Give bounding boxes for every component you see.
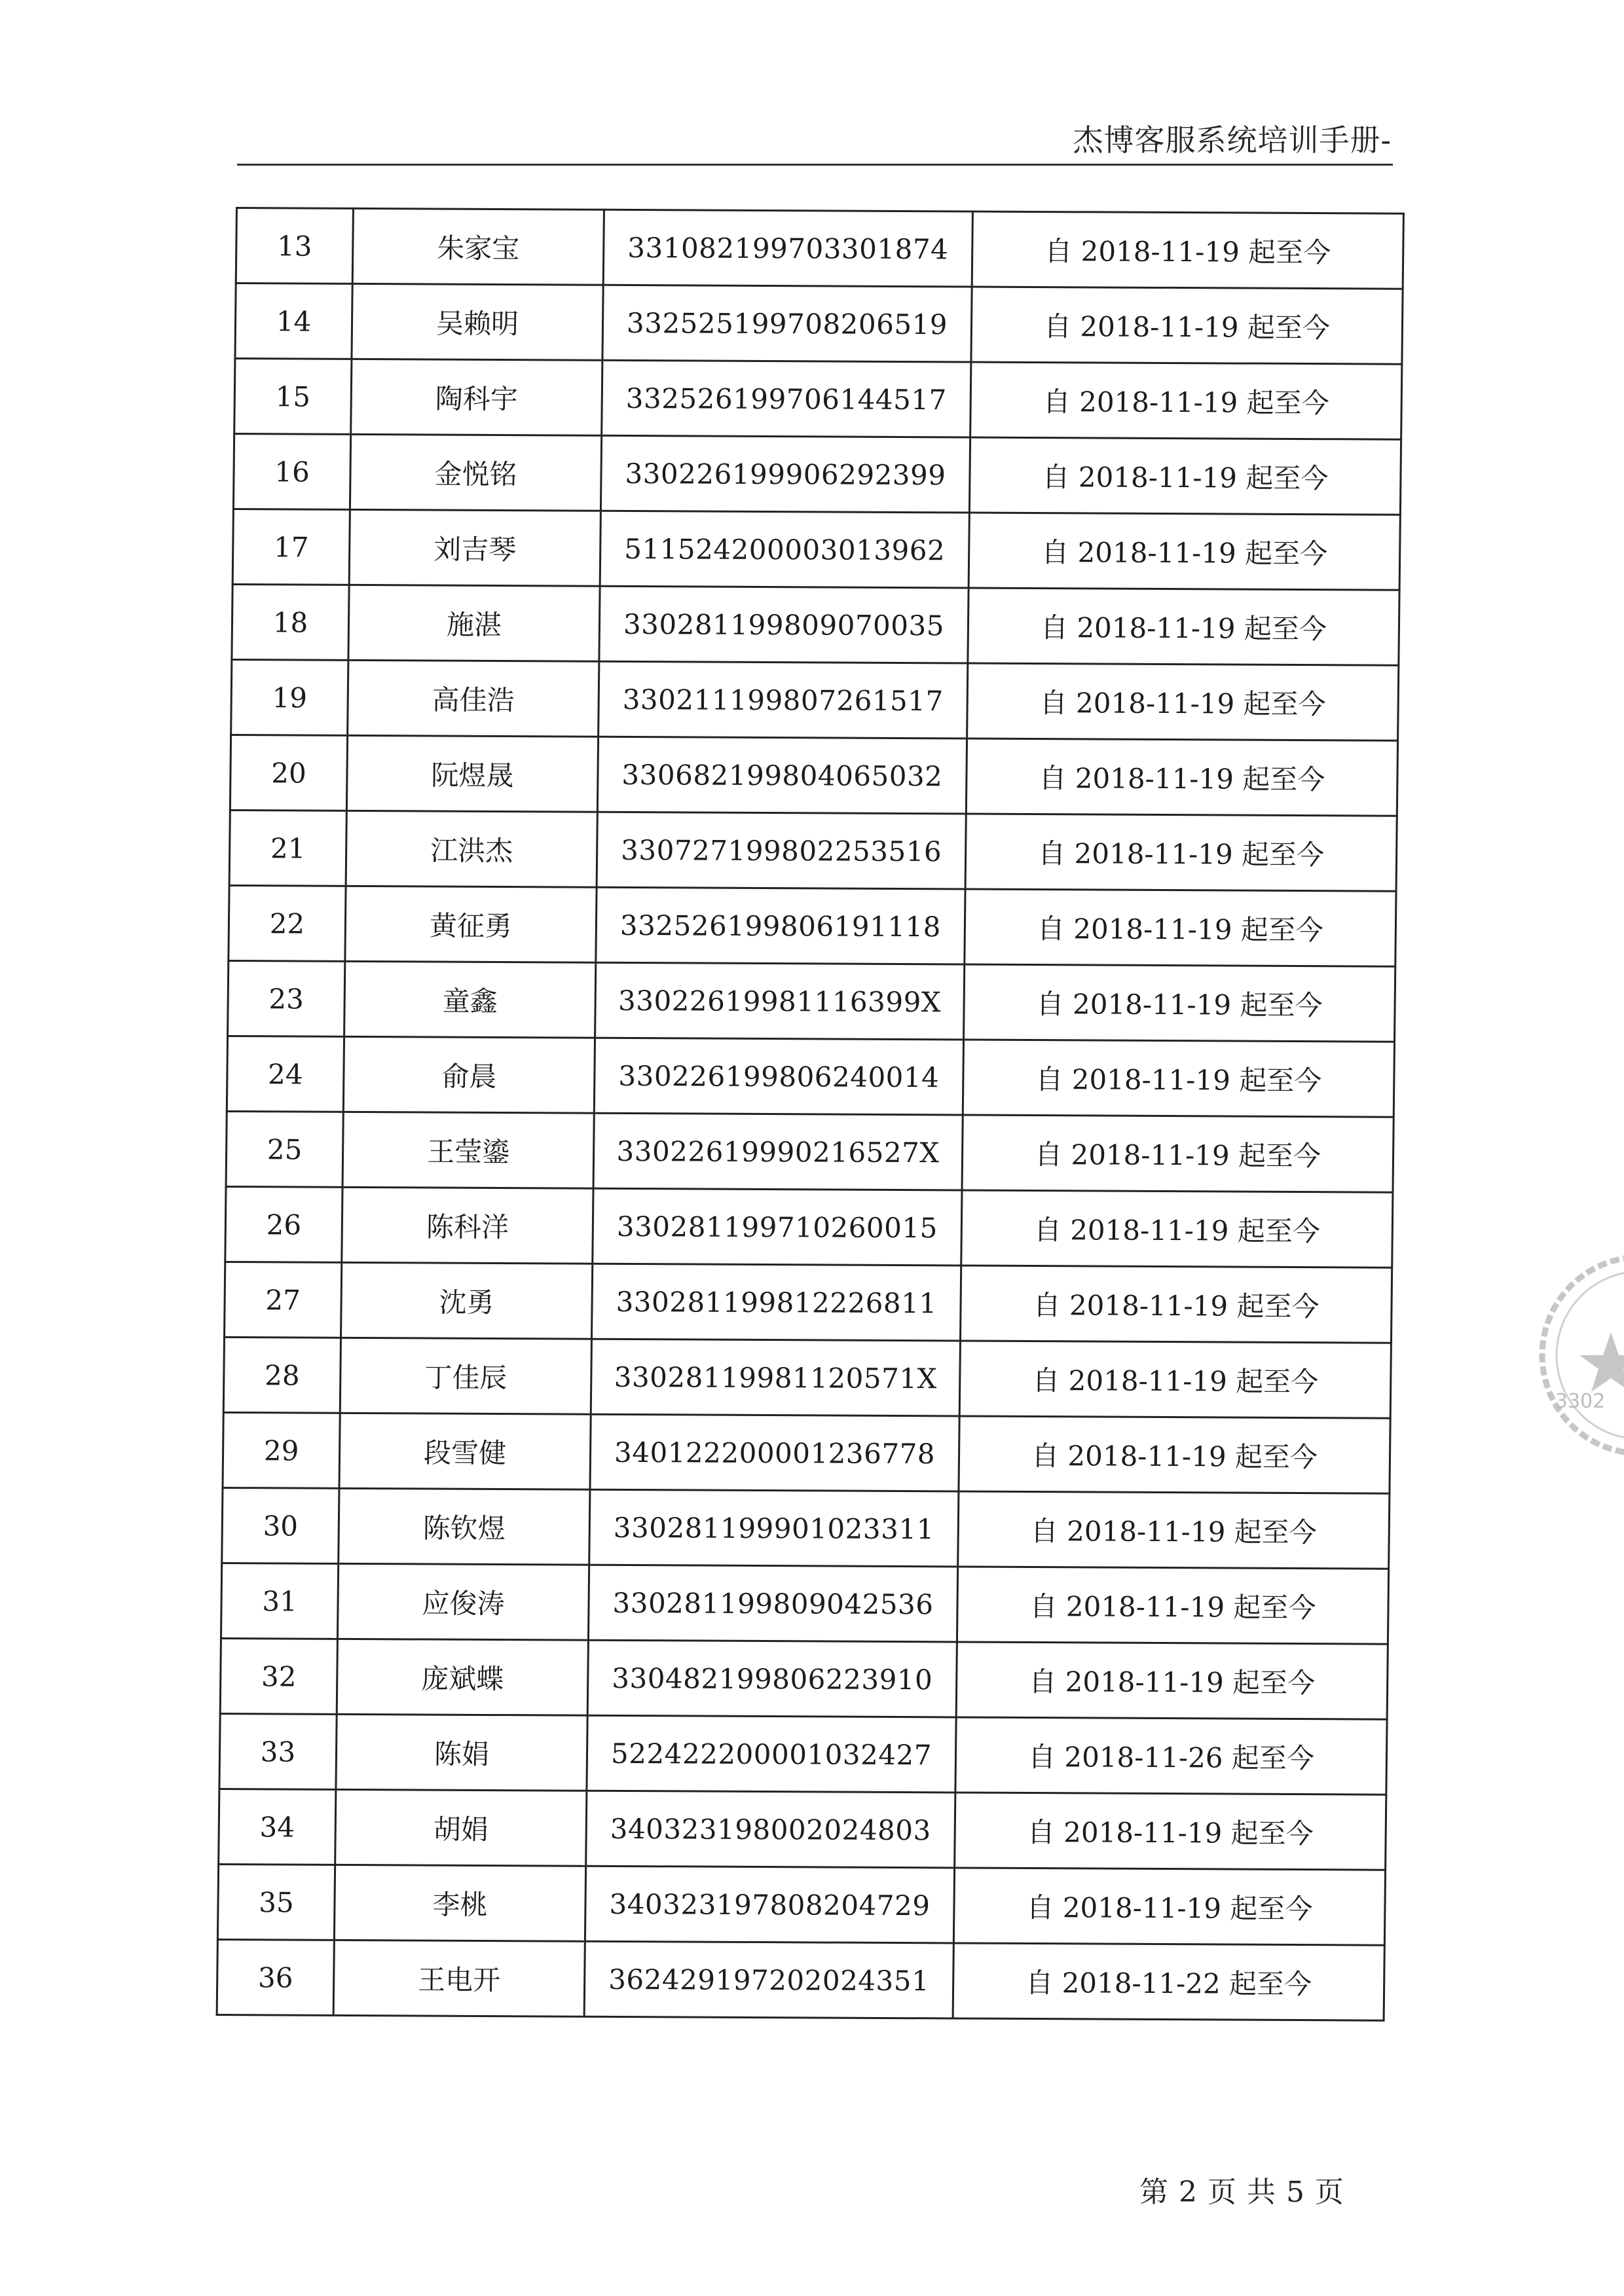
employment-period-cell: 自 2018-11-19 起至今 [960, 1266, 1392, 1343]
id-number-cell: 33028119981120571X [591, 1339, 960, 1416]
id-number-cell: 33022619990216527X [593, 1113, 963, 1190]
employment-period-cell: 自 2018-11-19 起至今 [968, 588, 1399, 665]
table-row [232, 585, 1399, 666]
staff-roster-table [216, 207, 1405, 2022]
table-row [217, 1864, 1385, 1945]
id-number-cell: 330281199710260015 [593, 1188, 962, 1266]
id-number-cell: 330281199901023311 [589, 1489, 959, 1567]
table-row [230, 735, 1397, 816]
id-number-cell: 330682199804065032 [597, 737, 967, 814]
table-row [232, 509, 1400, 591]
name-cell: 应俊涛 [337, 1563, 589, 1640]
id-number-cell: 330226199806240014 [594, 1038, 963, 1115]
name-cell: 刘吉琴 [349, 509, 600, 586]
row-number-cell: 36 [217, 1939, 334, 2015]
row-number-cell: 14 [235, 283, 352, 359]
name-cell: 阮煜晟 [346, 735, 598, 812]
seal-star-icon [1579, 1332, 1624, 1392]
employment-period-cell: 自 2018-11-19 起至今 [953, 1868, 1385, 1945]
employment-period-cell: 自 2018-11-19 起至今 [967, 663, 1399, 740]
name-cell: 陶科宇 [351, 359, 602, 435]
header-divider [237, 164, 1393, 166]
id-number-cell: 33022619981116399X [595, 962, 965, 1040]
roster-body [217, 208, 1403, 2021]
id-number-cell: 332526199806191118 [596, 887, 965, 964]
table-row [223, 1337, 1391, 1418]
id-number-cell: 511524200003013962 [600, 511, 969, 588]
id-number-cell: 332526199706144517 [602, 360, 971, 437]
name-cell: 金悦铭 [350, 434, 601, 511]
table-row [227, 1036, 1394, 1117]
row-number-cell: 19 [231, 659, 348, 735]
id-number-cell: 340122200001236778 [590, 1414, 959, 1491]
row-number-cell: 23 [228, 960, 345, 1036]
name-cell: 段雪健 [339, 1413, 591, 1489]
name-cell: 陈钦煜 [339, 1488, 590, 1565]
id-number-cell: 362429197202024351 [584, 1941, 953, 2018]
id-number-cell: 330281199809042536 [588, 1565, 957, 1642]
name-cell: 沈勇 [341, 1262, 593, 1339]
row-number-cell: 32 [220, 1638, 337, 1714]
table-row [217, 1939, 1384, 2020]
id-number-cell: 330281199812226811 [591, 1264, 961, 1341]
employment-period-cell: 自 2018-11-19 起至今 [972, 211, 1403, 289]
id-number-cell: 330211199807261517 [599, 661, 968, 738]
table-row [236, 208, 1403, 289]
table-row [225, 1186, 1393, 1267]
table-row [235, 283, 1403, 365]
employment-period-cell: 自 2018-11-19 起至今 [961, 1190, 1393, 1267]
name-cell: 胡娟 [335, 1789, 587, 1866]
id-number-cell: 330482199806223910 [587, 1640, 957, 1717]
name-cell: 陈娟 [336, 1714, 587, 1791]
row-number-cell: 22 [229, 885, 346, 961]
name-cell: 丁佳辰 [340, 1338, 591, 1414]
employment-period-cell: 自 2018-11-19 起至今 [970, 362, 1402, 439]
name-cell: 王莹鎏 [342, 1112, 594, 1188]
row-number-cell: 18 [232, 585, 349, 661]
row-number-cell: 25 [226, 1111, 343, 1187]
row-number-cell: 20 [230, 735, 347, 811]
table-row [221, 1563, 1388, 1644]
row-number-cell: 31 [221, 1563, 338, 1639]
employment-period-cell: 自 2018-11-19 起至今 [966, 738, 1397, 816]
table-row [220, 1638, 1388, 1719]
table-row [225, 1262, 1392, 1343]
id-number-cell: 332525199708206519 [602, 285, 972, 362]
table-row [226, 1111, 1393, 1192]
table-row [222, 1487, 1390, 1569]
row-number-cell: 30 [222, 1487, 339, 1563]
table-row [219, 1713, 1387, 1795]
name-cell: 俞晨 [343, 1036, 595, 1113]
row-number-cell: 16 [233, 434, 350, 510]
id-number-cell: 331082199703301874 [603, 210, 972, 287]
name-cell: 陈科洋 [342, 1187, 593, 1264]
id-number-cell: 330226199906292399 [600, 435, 970, 513]
employment-period-cell: 自 2018-11-19 起至今 [965, 889, 1396, 966]
row-number-cell: 17 [232, 509, 350, 585]
employment-period-cell: 自 2018-11-19 起至今 [969, 437, 1401, 515]
name-cell: 黄征勇 [345, 886, 597, 962]
employment-period-cell: 自 2018-11-26 起至今 [955, 1717, 1387, 1795]
employment-period-cell: 自 2018-11-19 起至今 [963, 1040, 1394, 1117]
name-cell: 江洪杰 [346, 811, 597, 887]
name-cell: 庞斌蝶 [337, 1639, 588, 1715]
employment-period-cell: 自 2018-11-19 起至今 [965, 814, 1397, 891]
row-number-cell: 24 [227, 1036, 344, 1112]
name-cell: 李桃 [334, 1865, 585, 1941]
employment-period-cell: 自 2018-11-19 起至今 [962, 1115, 1393, 1192]
employment-period-cell: 自 2018-11-19 起至今 [959, 1416, 1390, 1493]
table-row [228, 960, 1395, 1042]
employment-period-cell: 自 2018-11-19 起至今 [955, 1793, 1386, 1870]
table-row [233, 434, 1401, 515]
row-number-cell: 21 [229, 810, 346, 886]
table-row [223, 1412, 1390, 1493]
id-number-cell: 340323198002024803 [586, 1791, 955, 1868]
name-cell: 高佳浩 [348, 660, 599, 737]
employment-period-cell: 自 2018-11-19 起至今 [971, 287, 1403, 364]
seal-code: 3302 [1555, 1390, 1606, 1413]
employment-period-cell: 自 2018-11-19 起至今 [958, 1491, 1390, 1569]
employment-period-cell: 自 2018-11-19 起至今 [964, 964, 1395, 1042]
name-cell: 朱家宝 [352, 208, 604, 285]
name-cell: 王电开 [333, 1940, 585, 2016]
table-row [219, 1789, 1386, 1870]
id-number-cell: 330281199809070035 [599, 586, 969, 663]
page-number: 第 2 页 共 5 页 [1139, 2176, 1344, 2209]
row-number-cell: 33 [219, 1713, 337, 1789]
row-number-cell: 28 [223, 1337, 341, 1413]
employment-period-cell: 自 2018-11-19 起至今 [959, 1341, 1391, 1418]
employment-period-cell: 自 2018-11-19 起至今 [956, 1642, 1388, 1719]
id-number-cell: 330727199802253516 [597, 812, 966, 889]
row-number-cell: 29 [223, 1412, 340, 1488]
table-row [229, 810, 1397, 891]
company-seal-stamp [1532, 1247, 1624, 1463]
id-number-cell: 522422200001032427 [587, 1715, 956, 1793]
row-number-cell: 13 [236, 208, 353, 284]
row-number-cell: 15 [234, 359, 352, 435]
name-cell: 童鑫 [344, 961, 596, 1038]
employment-period-cell: 自 2018-11-22 起至今 [953, 1943, 1384, 2020]
table-row [234, 359, 1402, 440]
id-number-cell: 340323197808204729 [585, 1866, 954, 1943]
row-number-cell: 35 [217, 1864, 335, 1940]
row-number-cell: 27 [225, 1262, 342, 1338]
row-number-cell: 34 [219, 1789, 336, 1865]
table-row [229, 885, 1396, 966]
page-header-title: 杰博客服系统培训手册- [1073, 122, 1392, 158]
row-number-cell: 26 [225, 1186, 342, 1262]
employment-period-cell: 自 2018-11-19 起至今 [957, 1567, 1388, 1644]
name-cell: 施湛 [348, 585, 600, 661]
table-row [231, 659, 1399, 740]
name-cell: 吴赖明 [352, 283, 603, 360]
employment-period-cell: 自 2018-11-19 起至今 [969, 513, 1400, 590]
